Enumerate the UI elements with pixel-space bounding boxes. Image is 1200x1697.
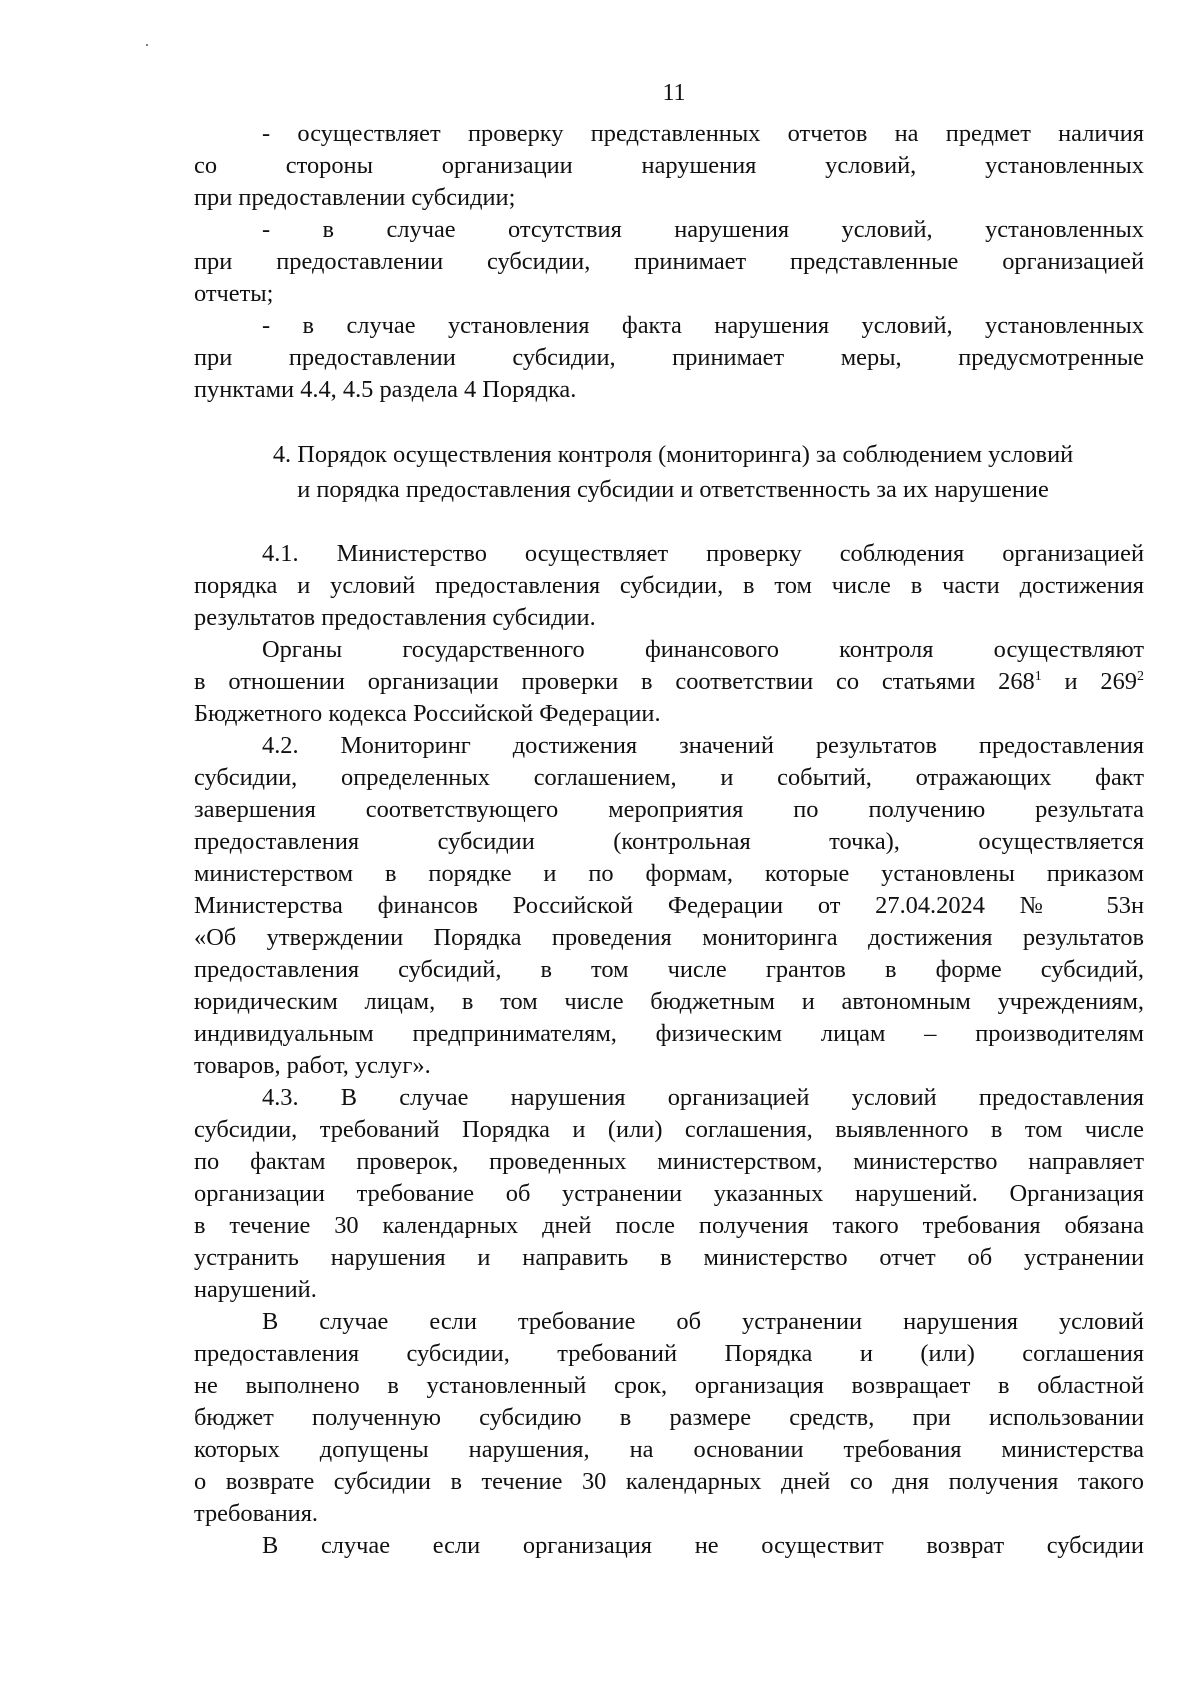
- text-line: министерством в порядке и по формам, которые установлены приказом: [194, 860, 1144, 887]
- text-line: 4.1. Министерство осуществляет проверку соблюдения организацией: [262, 540, 1144, 567]
- paragraph-non-return: [194, 1530, 1144, 1562]
- text-line: по фактам проверок, проведенных министерством, министерство направляет: [194, 1148, 1144, 1175]
- paragraph-4-2: [194, 730, 1144, 1082]
- text-line: В случае если требование об устранении нарушения условий: [262, 1308, 1144, 1335]
- text-line: требования.: [194, 1500, 319, 1527]
- text-line: не выполнено в установленный срок, организация возвращает в областной: [194, 1372, 1144, 1399]
- text-line: которых допущены нарушения, на основании требования министерства: [194, 1436, 1144, 1463]
- text-line: при предоставлении субсидии, принимает меры, предусмотренные: [194, 344, 1144, 371]
- list-item: [194, 310, 1144, 406]
- page-number: 11: [662, 80, 686, 106]
- text-line: субсидии, определенных соглашением, и событий, отражающих факт: [194, 764, 1144, 791]
- scan-speck: [146, 44, 148, 46]
- superscript: 1: [1034, 668, 1042, 684]
- text-line: Органы государственного финансового контроля осуществляют: [262, 636, 1144, 663]
- list-item: [194, 214, 1144, 310]
- text-line: индивидуальным предпринимателям, физическим лицам – производителям: [194, 1020, 1144, 1047]
- text-line: о возврате субсидии в течение 30 календарных дней со дня получения такого: [194, 1468, 1144, 1495]
- text-line: - в случае установления факта нарушения условий, установленных: [262, 312, 1144, 339]
- text-line: в течение 30 календарных дней после получения такого требования обязана: [194, 1212, 1144, 1239]
- text-line: бюджет полученную субсидию в размере средств, при использовании: [194, 1404, 1144, 1431]
- text-line: В случае если организация не осуществит возврат субсидии: [262, 1532, 1144, 1559]
- text-line: - в случае отсутствия нарушения условий, установленных: [262, 216, 1144, 243]
- section-heading: [194, 437, 1144, 507]
- superscript: 2: [1137, 668, 1144, 684]
- text-line: 4.3. В случае нарушения организацией условий предоставления: [262, 1084, 1144, 1111]
- heading-line: и порядка предоставления субсидии и ответственность за их нарушение: [297, 476, 1049, 503]
- text-line: порядка и условий предоставления субсидии, в том числе в части достижения: [194, 572, 1144, 599]
- text-line: результатов предоставления субсидии.: [194, 604, 596, 631]
- text-line: завершения соответствующего мероприятия по получению результата: [194, 796, 1144, 823]
- text-line: пунктами 4.4, 4.5 раздела 4 Порядка.: [194, 376, 577, 403]
- text-line: со стороны организации нарушения условий, установленных: [194, 152, 1144, 179]
- heading-line: 4. Порядок осуществления контроля (мониторинга) за соблюдением условий: [272, 441, 1074, 468]
- text-line: нарушений.: [194, 1276, 317, 1303]
- paragraph-financial-control: [194, 634, 1144, 730]
- text-line: при предоставлении субсидии;: [194, 184, 516, 211]
- text-line: предоставления субсидий, в том числе грантов в форме субсидий,: [194, 956, 1144, 983]
- paragraph-4-3: [194, 1082, 1144, 1306]
- paragraph-non-fulfilment: [194, 1306, 1144, 1530]
- text-line: Бюджетного кодекса Российской Федерации.: [194, 700, 661, 727]
- text-line-with-references: [194, 666, 1144, 698]
- text-line: организации требование об устранении указанных нарушений. Организация: [194, 1180, 1144, 1207]
- text-line: Министерства финансов Российской Федерации от 27.04.2024 № 53н: [194, 892, 1144, 919]
- list-item: [194, 118, 1144, 214]
- paragraph-4-1: [194, 538, 1144, 634]
- text-line: юридическим лицам, в том числе бюджетным и автономным учреждениям,: [194, 988, 1144, 1015]
- text-line: 4.2. Мониторинг достижения значений результатов предоставления: [262, 732, 1144, 759]
- document-body: [194, 118, 1144, 1562]
- text-line: товаров, работ, услуг».: [194, 1052, 431, 1079]
- text-fragment: и 269: [1041, 668, 1137, 695]
- text-line: предоставления субсидии, требований Порядка и (или) соглашения: [194, 1340, 1144, 1367]
- text-line: отчеты;: [194, 280, 274, 307]
- text-line: при предоставлении субсидии, принимает представленные организацией: [194, 248, 1144, 275]
- text-fragment: в отношении организации проверки в соответствии со статьями 268: [194, 668, 1035, 695]
- text-line: - осуществляет проверку представленных отчетов на предмет наличия: [262, 120, 1144, 147]
- text-line: «Об утверждении Порядка проведения мониторинга достижения результатов: [194, 924, 1144, 951]
- text-line: предоставления субсидии (контрольная точка), осуществляется: [194, 828, 1144, 855]
- text-line: устранить нарушения и направить в министерство отчет об устранении: [194, 1244, 1144, 1271]
- text-line: субсидии, требований Порядка и (или) соглашения, выявленного в том числе: [194, 1116, 1144, 1143]
